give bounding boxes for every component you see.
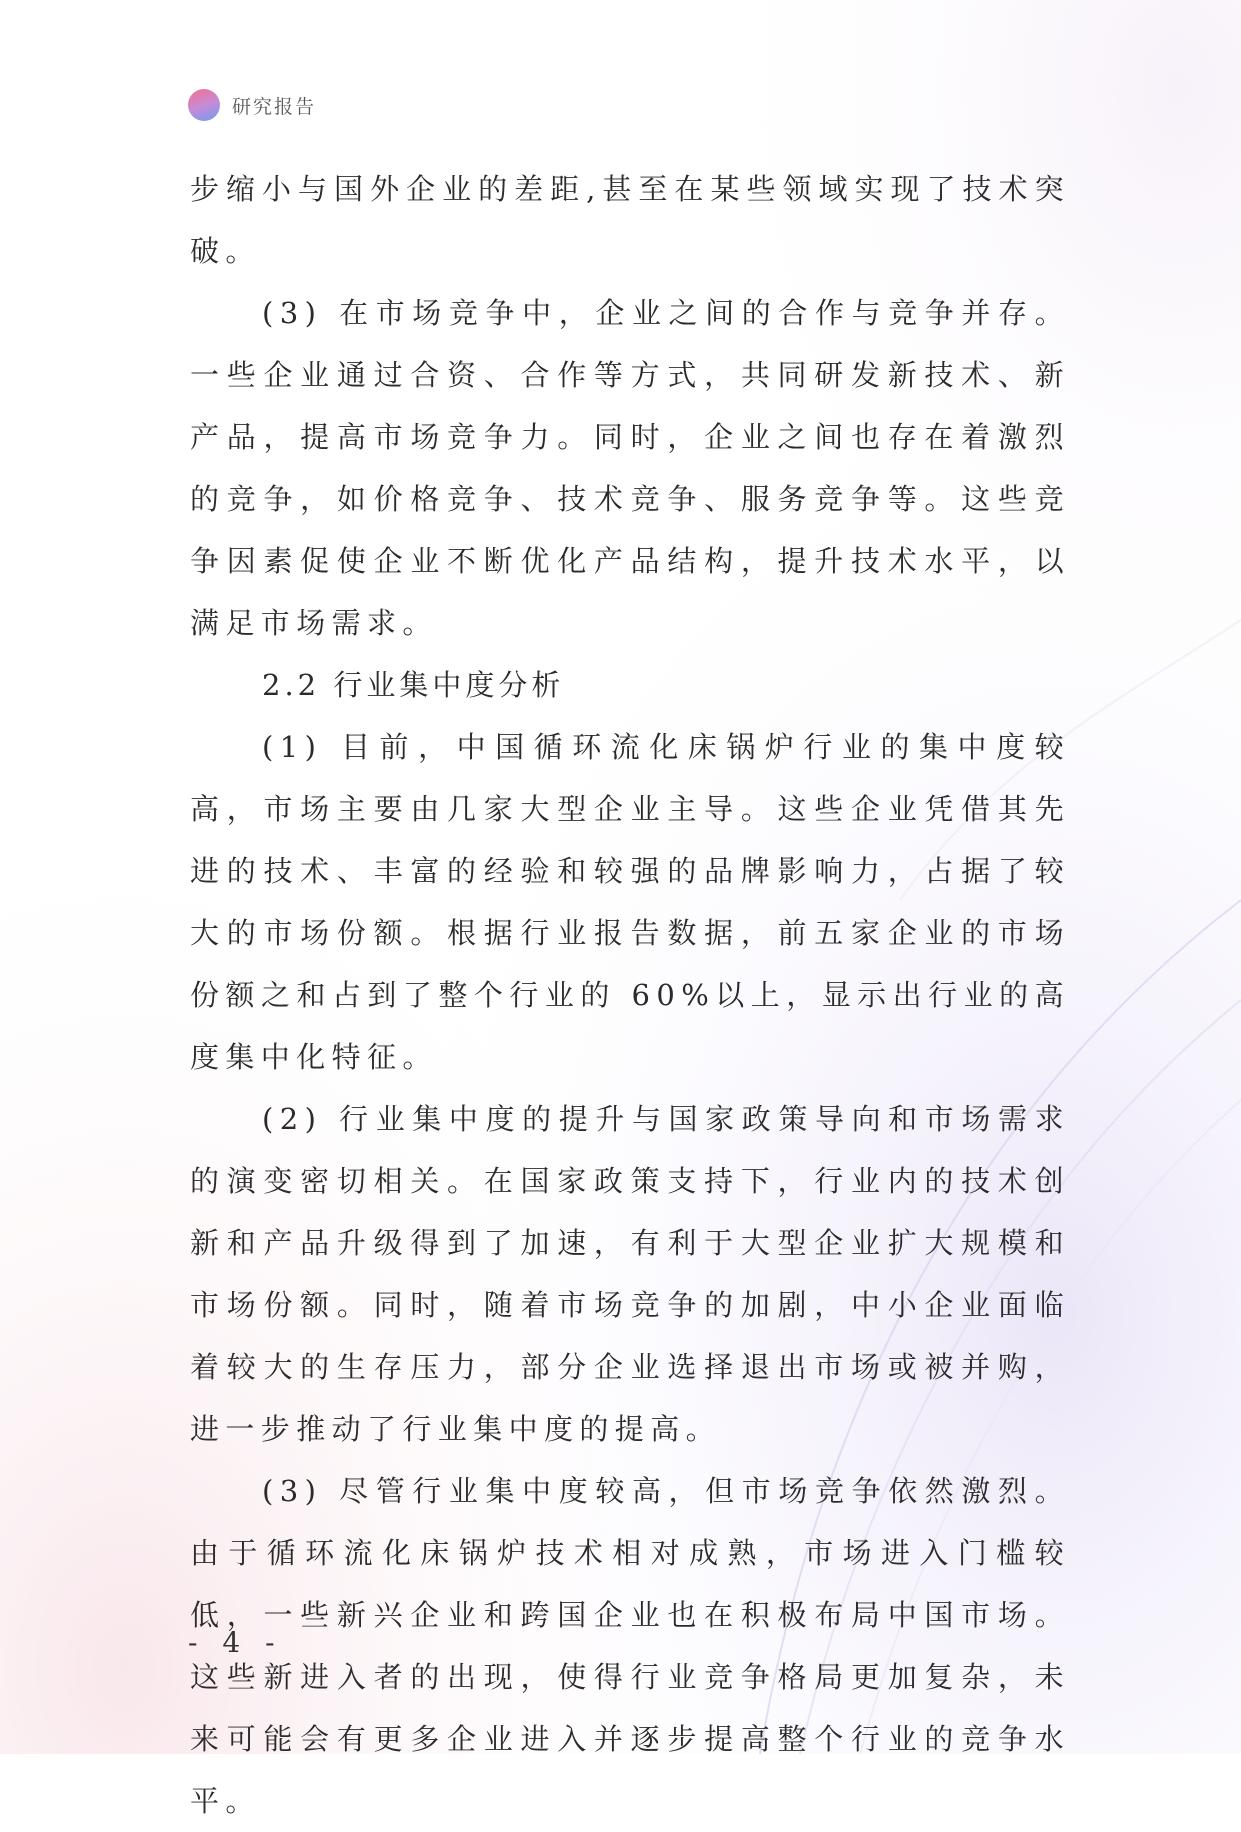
section-heading: 2.2 行业集中度分析 <box>262 668 565 702</box>
document-body <box>190 158 1070 1832</box>
paragraph: (1) 目前，中国循环流化床锅炉行业的集中度较高，市场主要由几家大型企业主导。这些企业凭借其先进的技术、丰富的经验和较强的品牌影响力，占据了较大的市场份额。根据行业报告数据，前五家企业的市场份额之和占到了整个行业的 60%以上，显示出行业的高度集中化特征。 <box>190 730 1070 1074</box>
paragraph: (3) 在市场竞争中，企业之间的合作与竞争并存。一些企业通过合资、合作等方式，共同研发新技术、新产品，提高市场竞争力。同时，企业之间也存在着激烈的竞争，如价格竞争、技术竞争、服务竞争等。这些竞争因素促使企业不断优化产品结构，提升技术水平，以满足市场需求。 <box>190 296 1070 640</box>
page-number: - 4 - <box>188 1626 283 1659</box>
paragraph: (3) 尽管行业集中度较高，但市场竞争依然激烈。由于循环流化床锅炉技术相对成熟，市场进入门槛较低，一些新兴企业和跨国企业也在积极布局中国市场。这些新进入者的出现，使得行业竞争格局更加复杂，未来可能会有更多企业进入并逐步提高整个行业的竞争水平。 <box>190 1474 1070 1818</box>
paragraph: 步缩小与国外企业的差距,甚至在某些领域实现了技术突破。 <box>190 172 1070 268</box>
logo-icon <box>188 89 220 121</box>
header-title: 研究报告 <box>232 95 317 118</box>
page-header <box>188 88 316 122</box>
paragraph: (2) 行业集中度的提升与国家政策导向和市场需求的演变密切相关。在国家政策支持下，行业内的技术创新和产品升级得到了加速，有利于大型企业扩大规模和市场份额。同时，随着市场竞争的加剧，中小企业面临着较大的生存压力，部分企业选择退出市场或被并购，进一步推动了行业集中度的提高。 <box>190 1102 1070 1446</box>
